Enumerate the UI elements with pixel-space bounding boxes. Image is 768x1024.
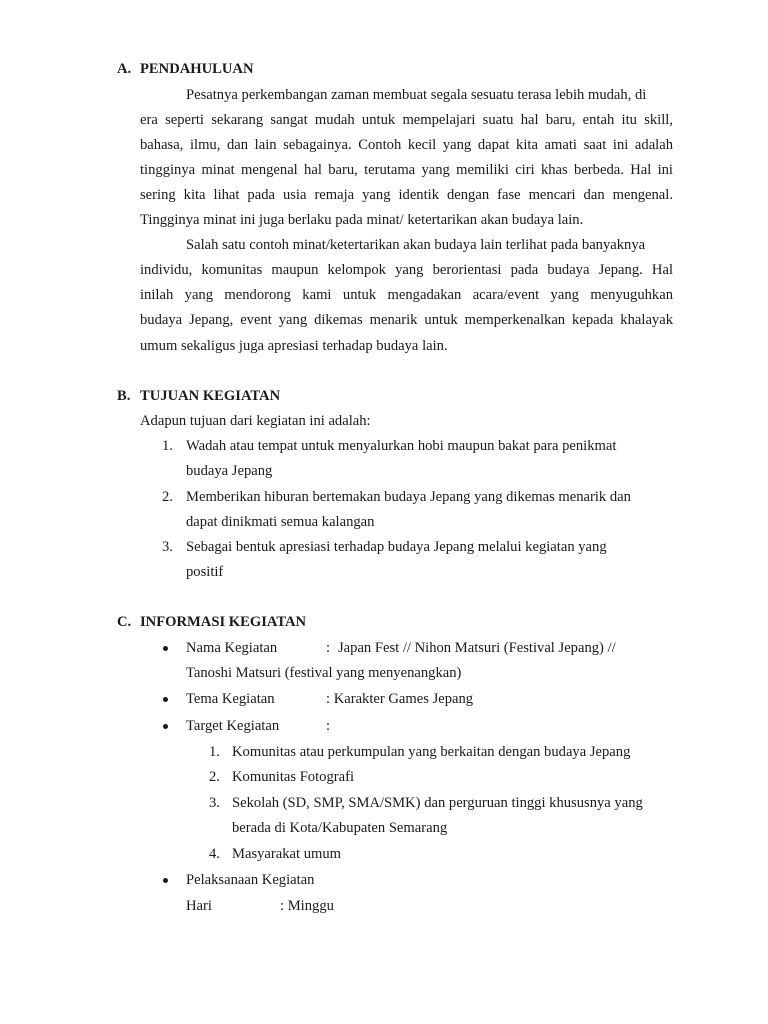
- bullet-icon: [163, 724, 168, 729]
- target-item: Komunitas Fotografi: [232, 769, 355, 785]
- paragraph-line: bahasa, ilmu, dan lain sebagainya. Contoh kecil yang dapat kita amati saat ini adalah: [140, 137, 673, 153]
- bullet-icon: [163, 878, 168, 883]
- nama-kegiatan-colon: :: [326, 640, 331, 656]
- tema-kegiatan-value: : Karakter Games Jepang: [326, 691, 474, 707]
- hari-label: Hari: [186, 898, 212, 914]
- list-item-continuation: positif: [186, 564, 224, 580]
- section-b-intro: Adapun tujuan dari kegiatan ini adalah:: [140, 413, 371, 429]
- paragraph-line: era seperti sekarang sangat mudah untuk mempelajari suatu hal baru, entah itu skill,: [140, 112, 673, 128]
- paragraph-line: Salah satu contoh minat/ketertarikan akan budaya lain terlihat pada banyaknya: [186, 237, 646, 253]
- list-item-continuation: budaya Jepang: [186, 463, 273, 479]
- section-b-title: TUJUAN KEGIATAN: [140, 388, 281, 404]
- list-number: 2.: [162, 489, 173, 505]
- list-number: 1.: [162, 438, 173, 454]
- paragraph-line: umum sekaligus juga apresiasi terhadap budaya lain.: [140, 338, 448, 354]
- paragraph-line: sering kita lihat pada usia remaja yang identik dengan fase mencari dan mengenal.: [140, 187, 673, 203]
- list-item-continuation: dapat dinikmati semua kalangan: [186, 514, 375, 530]
- bullet-icon: [163, 697, 168, 702]
- paragraph-line: individu, komunitas maupun kelompok yang berorientasi pada budaya Jepang. Hal: [140, 262, 673, 278]
- nama-kegiatan-value: Japan Fest // Nihon Matsuri (Festival Jepang) //: [338, 640, 616, 656]
- target-item-continuation: berada di Kota/Kabupaten Semarang: [232, 820, 448, 836]
- hari-value: : Minggu: [280, 898, 334, 914]
- target-item: Masyarakat umum: [232, 846, 342, 862]
- list-number: 3.: [209, 795, 220, 811]
- target-item: Sekolah (SD, SMP, SMA/SMK) dan perguruan tinggi khususnya yang: [232, 795, 643, 811]
- section-c-letter: C.: [117, 614, 132, 630]
- paragraph-line: budaya Jepang, event yang dikemas menarik untuk memperkenalkan kepada khalayak: [140, 312, 673, 328]
- section-a-title: PENDAHULUAN: [140, 61, 254, 77]
- section-b-letter: B.: [117, 388, 131, 404]
- list-number: 4.: [209, 846, 220, 862]
- nama-kegiatan-value-continuation: Tanoshi Matsuri (festival yang menyenangkan): [186, 665, 462, 681]
- list-item: Sebagai bentuk apresiasi terhadap budaya Jepang melalui kegiatan yang: [186, 539, 607, 555]
- list-number: 3.: [162, 539, 173, 555]
- paragraph-line: Tingginya minat ini juga berlaku pada minat/ ketertarikan akan budaya lain.: [140, 212, 584, 228]
- list-number: 2.: [209, 769, 220, 785]
- list-number: 1.: [209, 744, 220, 760]
- paragraph-line: tingginya minat mengenal hal baru, terutama yang memiliki ciri khas berbeda. Hal ini: [140, 162, 673, 178]
- nama-kegiatan-label: Nama Kegiatan: [186, 640, 278, 656]
- paragraph-line: Pesatnya perkembangan zaman membuat segala sesuatu terasa lebih mudah, di: [186, 87, 647, 103]
- section-c-title: INFORMASI KEGIATAN: [140, 614, 307, 630]
- section-a-letter: A.: [117, 61, 132, 77]
- tema-kegiatan-label: Tema Kegiatan: [186, 691, 275, 707]
- target-kegiatan-colon: :: [326, 718, 331, 734]
- target-kegiatan-label: Target Kegiatan: [186, 718, 280, 734]
- paragraph-line: inilah yang mendorong kami untuk mengadakan acara/event yang menyuguhkan: [140, 287, 673, 303]
- pelaksanaan-kegiatan-label: Pelaksanaan Kegiatan: [186, 872, 315, 888]
- list-item: Memberikan hiburan bertemakan budaya Jepang yang dikemas menarik dan: [186, 489, 631, 505]
- list-item: Wadah atau tempat untuk menyalurkan hobi maupun bakat para penikmat: [186, 438, 617, 454]
- target-item: Komunitas atau perkumpulan yang berkaitan dengan budaya Jepang: [232, 744, 631, 760]
- bullet-icon: [163, 646, 168, 651]
